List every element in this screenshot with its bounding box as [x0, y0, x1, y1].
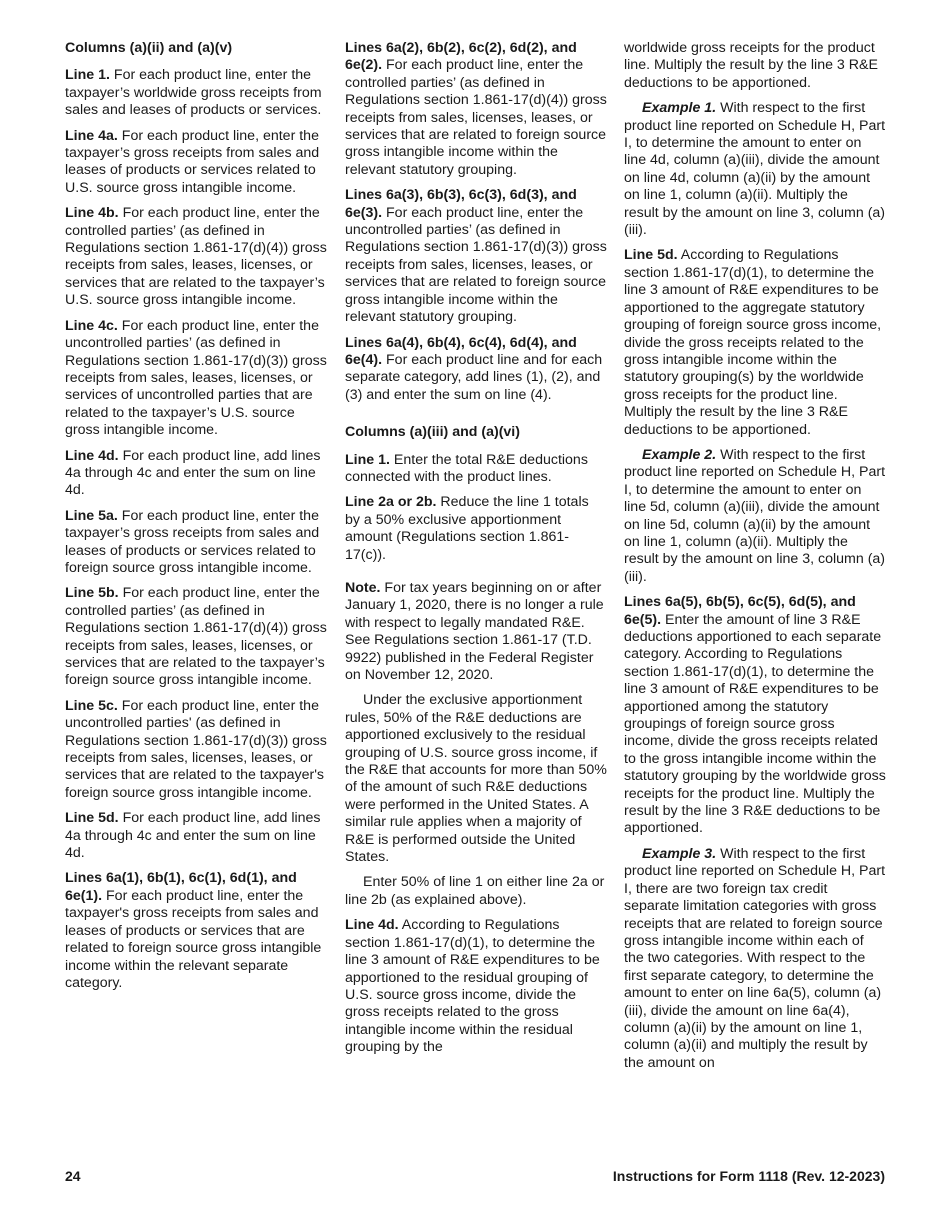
example-label: Example 2. [642, 446, 717, 463]
paragraph: Line 5c. For each product line, enter the uncontrolled parties' (as defined in Regulations section 1.861-17(d)(3)) gross receipts from sales, licenses, leases, or services that are related to the taxpayer's foreign source gross intangible income. [65, 697, 327, 801]
example-label: Example 3. [642, 845, 717, 862]
line-label: Line 1. [345, 451, 390, 468]
paragraph: Line 5d. For each product line, add lines 4a through 4c and enter the sum on line 4d. [65, 810, 321, 862]
line-label: Lines 6a(1), 6b(1), 6c(1), 6d(1), and 6e(1). [65, 870, 297, 904]
form-title: Instructions for Form 1118 (Rev. 12-2023) [612, 1168, 885, 1184]
paragraph: Line 4d. According to Regulations section 1.861-17(d)(1), to determine the line 3 amount of R&E expenditures to be apportioned to the residual grouping of U.S. source gross income, divide the gross receipts related to the gross intangible income within the residual grouping by the [345, 917, 600, 1056]
line-label: Lines 6a(3), 6b(3), 6c(3), 6d(3), and 6e(3). [345, 187, 577, 221]
example-label: Example 1. [642, 100, 717, 117]
paragraph: Enter 50% of line 1 on either line 2a or line 2b (as explained above). [345, 874, 605, 908]
column-1 [65, 40, 327, 1000]
column-3 [624, 40, 886, 1080]
line-label: Line 5d. [65, 810, 119, 827]
line-label: Line 5d. [624, 247, 678, 264]
note-paragraph: Note. For tax years beginning on or after January 1, 2020, there is no longer a rule with respect to legally mandated R&E. See Regulations section 1.861-17 (T.D. 9922) published in the Federal Register on November 12, 2020. [345, 579, 604, 683]
paragraph: Line 5a. For each product line, enter the taxpayer’s gross receipts from sales and leases of products or services related to foreign source gross intangible income. [65, 507, 320, 576]
note-label: Note. [345, 579, 381, 596]
paragraph: Lines 6a(5), 6b(5), 6c(5), 6d(5), and 6e(5). Enter the amount of line 3 R&E deductions apportioned to each separate category. According to Regulations section 1.861-17(d)(1), to determine the line 3 amount of R&E expenditures to be apportioned among the statutory groupings of foreign source gross income, divide the gross receipts related to the gross intangible income within the statutory grouping by the worldwide gross receipts for the product line. Multiply the result by the line 3 R&E deductions to be apportioned. [624, 594, 886, 837]
line-label: Line 5c. [65, 697, 118, 714]
line-label: Lines 6a(4), 6b(4), 6c(4), 6d(4), and 6e(4). [345, 334, 577, 368]
line-label: Line 4d. [345, 917, 399, 934]
paragraph: Lines 6a(2), 6b(2), 6c(2), 6d(2), and 6e(2). For each product line, enter the controlled parties’ (as defined in Regulations section 1.861-17(d)(4)) gross receipts from sales, licenses, leases, or services that are related to foreign source gross intangible income within the relevant statutory grouping. [345, 40, 607, 178]
paragraph: Line 5b. For each product line, enter the controlled parties’ (as defined in Regulations section 1.861-17(d)(4)) gross receipts from sales, leases, licenses, or services that are related to the taxpayer’s foreign source gross intangible income. [65, 585, 327, 689]
line-label: Line 5b. [65, 585, 119, 602]
section-heading: Columns (a)(ii) and (a)(v) [65, 40, 233, 56]
line-label: Line 5a. [65, 507, 118, 524]
line-label: Line 2a or 2b. [345, 494, 437, 511]
paragraph: Under the exclusive apportionment rules, 50% of the R&E deductions are apportioned exclusively to the residual grouping of U.S. source gross income, if the R&E that accounts for more than 50% of the amount of such R&E deductions were performed in the United States. A similar rule applies when a majority of R&E is performed outside the United States. [345, 692, 607, 866]
paragraph: Lines 6a(3), 6b(3), 6c(3), 6d(3), and 6e(3). For each product line, enter the uncontrolled parties’ (as defined in Regulations section 1.861-17(d)(3)) gross receipts from sales, licenses, leases, or services that are related to foreign source gross intangible income within the relevant statutory grouping. [345, 187, 607, 326]
column-2 [345, 40, 607, 1065]
page-number: 24 [65, 1168, 81, 1184]
paragraph: Line 1. Enter the total R&E deductions connected with the product lines. [345, 451, 588, 485]
line-label: Line 1. [65, 67, 110, 84]
example-paragraph: Example 3. With respect to the first product line reported on Schedule H, Part I, there are two foreign tax credit separate limitation categories with gross receipts that are related to foreign source gross intangible income within each of the two categories. With respect to the first separate category, to determine the amount to enter on line 6a(5), column (a)(iii), divide the amount on line 6a(4), column (a)(ii) by the amount on line 1, column (a)(ii) and multiply the result by the amount on [624, 845, 886, 1071]
paragraph: Line 4b. For each product line, enter the controlled parties’ (as defined in Regulations section 1.861-17(d)(4)) gross receipts from sales, leases, licenses, or services that are related to the taxpayer’s U.S. source gross intangible income. [65, 205, 327, 309]
paragraph: Line 4c. For each product line, enter the uncontrolled parties’ (as defined in Regulations section 1.861-17(d)(3)) gross receipts from sales, leases, licenses, or services of uncontrolled parties that are related to the taxpayer’s U.S. source gross intangible income. [65, 317, 327, 439]
example-paragraph: Example 1. With respect to the first product line reported on Schedule H, Part I, to determine the amount to enter on line 4d, column (a)(iii), divide the amount on line 4d, column (a)(ii) by the amount on line 1, column (a)(ii). Multiply the result by the amount on line 3, column (a)(iii). [624, 100, 886, 239]
line-label: Line 4b. [65, 205, 119, 222]
example-paragraph: Example 2. With respect to the first product line reported on Schedule H, Part I, to determine the amount to enter on line 5d, column (a)(iii), divide the amount on line 5d, column (a)(ii) by the amount on line 1, column (a)(ii). Multiply the result by the amount on line 3, column (a)(iii). [624, 446, 886, 585]
line-label: Line 4d. [65, 447, 119, 464]
line-label: Line 4a. [65, 127, 118, 144]
paragraph: Line 4a. For each product line, enter the taxpayer’s gross receipts from sales and leases of products or services related to U.S. source gross intangible income. [65, 127, 320, 196]
paragraph: Line 2a or 2b. Reduce the line 1 totals by a 50% exclusive apportionment amount (Regulations section 1.861-17(c)). [345, 494, 589, 563]
line-label: Lines 6a(5), 6b(5), 6c(5), 6d(5), and 6e(5). [624, 594, 856, 628]
paragraph: Line 4d. For each product line, add lines 4a through 4c and enter the sum on line 4d. [65, 447, 321, 499]
paragraph: Line 1. For each product line, enter the taxpayer’s worldwide gross receipts from sales and leases of products or services. [65, 67, 322, 119]
paragraph: Line 5d. According to Regulations section 1.861-17(d)(1), to determine the line 3 amount of R&E expenditures to be apportioned to the aggregate statutory grouping of foreign source gross income, divide the gross receipts related to the gross intangible income within the statutory grouping(s) by the worldwide gross receipts for the product line. Multiply the result by the line 3 R&E deductions to be apportioned. [624, 247, 882, 438]
paragraph: Lines 6a(1), 6b(1), 6c(1), 6d(1), and 6e(1). For each product line, enter the taxpayer's gross receipts from sales and leases of products or services that are related to foreign source gross intangible income within the relevant separate category. [65, 870, 322, 991]
line-label: Lines 6a(2), 6b(2), 6c(2), 6d(2), and 6e(2). [345, 40, 577, 74]
paragraph: worldwide gross receipts for the product line. Multiply the result by the line 3 R&E deductions to be apportioned. [624, 40, 878, 91]
section-heading: Columns (a)(iii) and (a)(vi) [345, 424, 520, 441]
paragraph: Lines 6a(4), 6b(4), 6c(4), 6d(4), and 6e(4). For each product line and for each separate category, add lines (1), (2), and (3) and enter the sum on line (4). [345, 334, 603, 403]
line-label: Line 4c. [65, 317, 118, 334]
